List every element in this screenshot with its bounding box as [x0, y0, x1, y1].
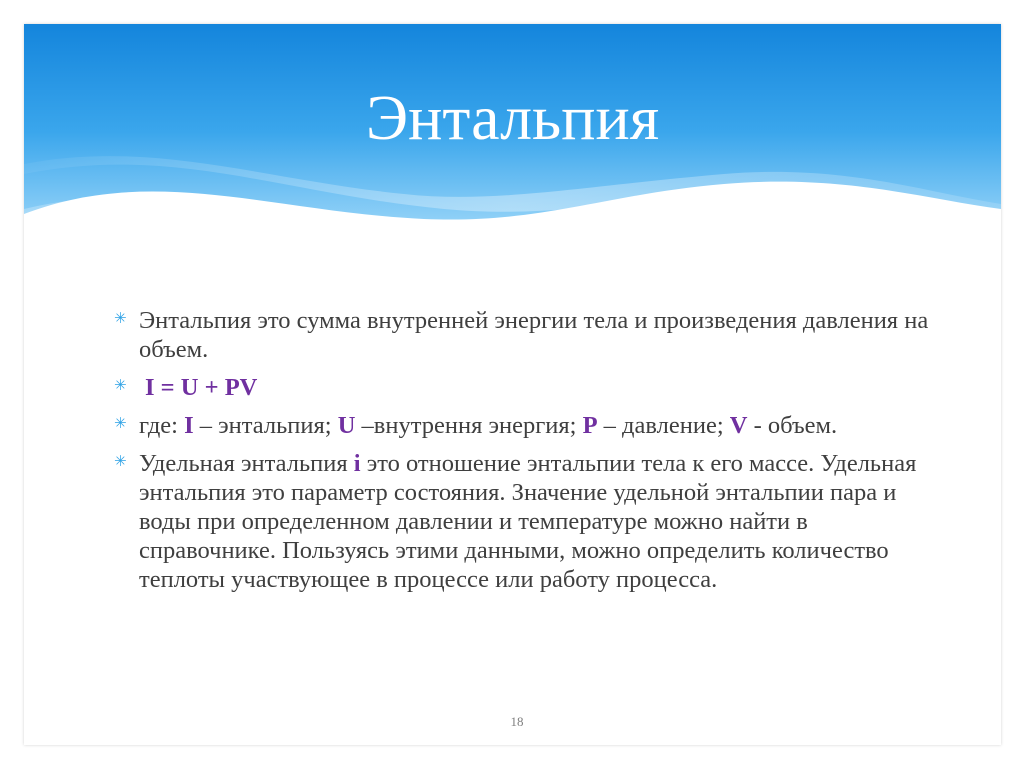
slide-title: Энтальпия: [365, 82, 660, 153]
page-number: 18: [510, 714, 524, 729]
legend-symbol-v: V: [729, 412, 748, 439]
header-wave-background: [24, 24, 1001, 294]
formula-plus: +: [198, 374, 225, 401]
asterisk-bullet-icon: ✳: [114, 452, 127, 470]
specific-symbol-i: i: [353, 450, 361, 477]
asterisk-bullet-icon: ✳: [114, 309, 127, 327]
list-item: [114, 411, 934, 440]
legend-symbol-u: U: [337, 412, 356, 439]
specific-enthalpy-text: [139, 450, 916, 593]
list-item: [114, 306, 934, 364]
legend-text: [139, 412, 837, 439]
formula-symbol-i: I: [145, 374, 155, 401]
legend-text-part: – давление;: [597, 412, 730, 439]
list-item: [114, 449, 934, 594]
formula-symbol-u: U: [180, 374, 199, 401]
list-item: [114, 373, 934, 402]
definition-text: Энтальпия это сумма внутренней энергии тела и произведения давления на объем.: [139, 307, 929, 363]
specific-text-part: это отношение энтальпии тела к его массе. Удельная энтальпия это параметр состояния. Значение удельной энтальпии пара и воды при определенном давлении и температуре можно найти в справочнике. Пользуясь этими данными, можно определить количество теплоты участвующее в процессе или работу процесса.: [139, 450, 917, 593]
legend-symbol-p: P: [582, 412, 598, 439]
legend-text-part: –внутрення энергия;: [355, 412, 583, 439]
legend-text-part: - объем.: [747, 412, 838, 439]
asterisk-bullet-icon: ✳: [114, 376, 127, 394]
legend-symbol-i: I: [184, 412, 194, 439]
slide: [24, 24, 1001, 745]
legend-text-part: – энтальпия;: [193, 412, 338, 439]
formula: [139, 374, 257, 401]
asterisk-bullet-icon: ✳: [114, 414, 127, 432]
legend-text-part: где:: [139, 412, 185, 439]
formula-equals: =: [154, 374, 181, 401]
bullet-list: [114, 306, 934, 603]
formula-symbol-pv: PV: [224, 374, 258, 401]
specific-text-part: Удельная энтальпия: [139, 450, 354, 477]
